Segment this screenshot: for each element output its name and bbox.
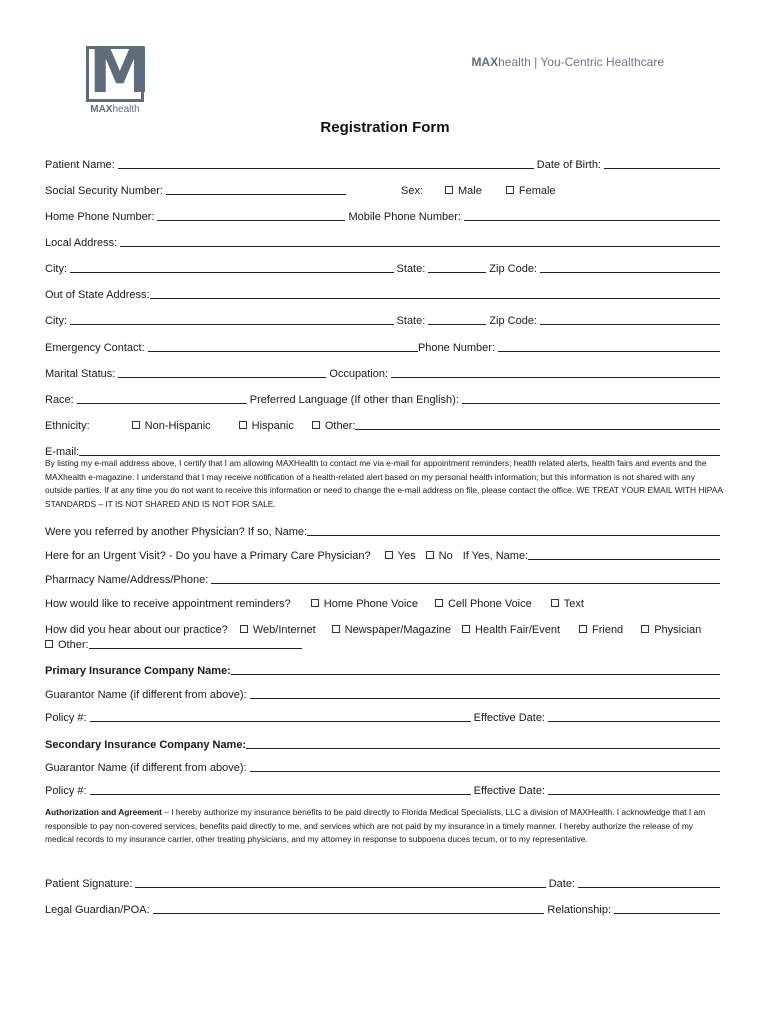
guardian-label: Legal Guardian/POA: (45, 904, 150, 916)
date-field[interactable] (578, 876, 720, 888)
authorization-text: – I hereby authorize my insurance benefits to be paid directly to Florida Medical Specialists, LLC a division of MAXHealth. I acknowledge that I am responsible to pay non-covered services, benefits paid directly to me, and services which are not paid by my insurance in a timely manner. I hereby authorize the release of my medical records to my insurance carrier, other treating physicians, and my attorney in response to subpoena duces tecum, or to my representative. (45, 807, 706, 845)
checkbox-icon (551, 599, 559, 607)
patient-signature-field[interactable] (135, 876, 545, 888)
primary-guarantor-row (45, 685, 723, 701)
effective-date-label: Effective Date: (473, 785, 545, 797)
pharmacy-field[interactable] (211, 572, 720, 584)
pharmacy-label: Pharmacy Name/Address/Phone: (45, 574, 209, 586)
checkbox-icon (312, 421, 320, 429)
female-checkbox[interactable]: Female (506, 185, 556, 197)
logo-wordmark: MAXhealth (90, 104, 140, 115)
phone-number-label: Phone Number: (417, 342, 495, 354)
checkbox-icon (426, 551, 434, 559)
email-notice: By listing my e-mail address above, I certify that I am allowing MAXHealth to contact me via e-mail for appointment reminders, health related alerts, health fairs and events and the MAXhealth e-magazine. I understand that I may receive notification of a health-related alert based on my personal health information; but this information is not shared with any outside parties. If at any time you do not want to receive this information or need to change the e-mail address on file, please contact the office. WE TREAT YOUR EMAIL WITH HIPAA STANDARDS – IT IS NOT SHARED AND IS NOT FOR SALE. (45, 458, 723, 509)
home-phone-field[interactable] (157, 209, 345, 221)
other-source-checkbox[interactable]: Other: (45, 639, 89, 651)
other-ethnicity-checkbox[interactable]: Other: (312, 420, 356, 432)
friend-checkbox[interactable]: Friend (579, 624, 623, 636)
mobile-phone-label: Mobile Phone Number: (348, 211, 461, 223)
state-label: State: (396, 263, 426, 275)
city-label: City: (45, 263, 67, 275)
primary-insurance-field[interactable] (231, 663, 720, 675)
guarantor-label: Guarantor Name (if different from above): (45, 689, 247, 701)
referral-source-row (45, 620, 723, 636)
referral-label: Were you referred by another Physician? If so, Name: (45, 526, 308, 538)
ethnicity-label: Ethnicity: (45, 420, 90, 432)
logo-mark (86, 34, 151, 107)
phone-number-field[interactable] (498, 340, 720, 352)
sex-label: Sex: (401, 185, 424, 197)
emergency-contact-label: Emergency Contact: (45, 342, 145, 354)
checkbox-icon (462, 625, 470, 633)
city-label: City: (45, 315, 67, 327)
page-title: Registration Form (320, 119, 450, 136)
email-row (45, 442, 723, 458)
emergency-row (45, 338, 723, 354)
tagline: MAXhealth | You-Centric Healthcare (471, 55, 664, 69)
checkbox-icon (506, 186, 514, 194)
zip-label: Zip Code: (489, 263, 537, 275)
email-label: E-mail: (45, 446, 80, 458)
out-of-state-label: Out of State Address: (45, 289, 150, 301)
reminders-row (45, 594, 723, 610)
mobile-phone-field[interactable] (464, 209, 720, 221)
ethnicity-row (45, 416, 723, 432)
primary-insurance-label: Primary Insurance Company Name: (45, 665, 231, 677)
authorization-paragraph (45, 806, 723, 847)
local-address-row (45, 233, 723, 249)
patient-signature-row (45, 874, 723, 890)
local-address-field[interactable] (120, 235, 720, 247)
other-source-field[interactable] (89, 637, 302, 649)
cell-phone-voice-checkbox[interactable]: Cell Phone Voice (435, 598, 532, 610)
race-label: Race: (45, 394, 74, 406)
relationship-label: Relationship: (547, 904, 611, 916)
race-field[interactable] (77, 392, 247, 404)
referral-other-row (45, 635, 305, 651)
checkbox-icon (240, 625, 248, 633)
secondary-insurance-row (45, 735, 723, 751)
checkbox-icon (579, 625, 587, 633)
policy-label: Policy #: (45, 785, 87, 797)
out-of-state-row (45, 285, 723, 301)
secondary-policy-row (45, 781, 723, 797)
marital-status-label: Marital Status: (45, 368, 116, 380)
checkbox-icon (311, 599, 319, 607)
male-checkbox[interactable]: Male (445, 185, 482, 197)
web-checkbox[interactable]: Web/Internet (240, 624, 316, 636)
hispanic-checkbox[interactable]: Hispanic (239, 420, 294, 432)
if-yes-name-label: If Yes, Name: (462, 550, 529, 562)
checkbox-icon (641, 625, 649, 633)
secondary-guarantor-row (45, 758, 723, 774)
home-phone-voice-checkbox[interactable]: Home Phone Voice (311, 598, 418, 610)
guarantor-field[interactable] (250, 687, 720, 699)
urgent-row (45, 546, 723, 562)
ssn-label: Social Security Number: (45, 185, 163, 197)
occupation-label: Occupation: (329, 368, 389, 380)
relationship-field[interactable] (614, 902, 720, 914)
physician-checkbox[interactable]: Physician (641, 624, 701, 636)
guarantor-field[interactable] (250, 760, 720, 772)
effective-date-label: Effective Date: (473, 712, 545, 724)
secondary-insurance-label: Secondary Insurance Company Name: (45, 739, 247, 751)
occupation-field[interactable] (391, 366, 720, 378)
date-label: Date: (548, 878, 575, 890)
primary-insurance-row (45, 661, 723, 677)
city-field[interactable] (70, 261, 394, 273)
zip-field[interactable] (540, 261, 720, 273)
logo-letter: M (89, 34, 151, 107)
effective-date-field[interactable] (548, 710, 720, 722)
dob-label: Date of Birth: (536, 159, 601, 171)
ssn-row (45, 181, 723, 197)
newspaper-checkbox[interactable]: Newspaper/Magazine (332, 624, 451, 636)
checkbox-icon (435, 599, 443, 607)
text-checkbox[interactable]: Text (551, 598, 584, 610)
emergency-contact-field[interactable] (148, 340, 418, 352)
referral-source-label: How did you hear about our practice? (45, 624, 228, 636)
policy-label: Policy #: (45, 712, 87, 724)
state-field[interactable] (428, 261, 486, 273)
out-of-state-city-row (45, 311, 723, 327)
policy-field[interactable] (90, 710, 471, 722)
authorization-heading: Authorization and Agreement (45, 807, 162, 817)
checkbox-icon (239, 421, 247, 429)
urgent-label: Here for an Urgent Visit? - Do you have a Primary Care Physician? (45, 550, 371, 562)
no-checkbox[interactable]: No (426, 550, 453, 562)
race-row (45, 390, 723, 406)
home-phone-label: Home Phone Number: (45, 211, 155, 223)
yes-checkbox[interactable]: Yes (385, 550, 416, 562)
guardian-row (45, 900, 723, 916)
effective-date-field[interactable] (548, 783, 720, 795)
checkbox-icon (132, 421, 140, 429)
checkbox-icon (445, 186, 453, 194)
marital-row (45, 364, 723, 380)
patient-name-label: Patient Name: (45, 159, 115, 171)
non-hispanic-checkbox[interactable]: Non-Hispanic (132, 420, 211, 432)
checkbox-icon (332, 625, 340, 633)
patient-signature-label: Patient Signature: (45, 878, 133, 890)
local-address-label: Local Address: (45, 237, 118, 249)
referral-row (45, 522, 723, 538)
reminders-label: How would like to receive appointment reminders? (45, 598, 291, 610)
pcp-name-field[interactable] (528, 548, 720, 560)
language-field[interactable] (462, 392, 720, 404)
email-field[interactable] (79, 444, 720, 456)
out-of-state-field[interactable] (150, 287, 720, 299)
ssn-field[interactable] (166, 183, 346, 195)
marital-status-field[interactable] (118, 366, 326, 378)
state-label: State: (396, 315, 426, 327)
guardian-field[interactable] (153, 902, 545, 914)
patient-name-field[interactable] (118, 157, 534, 169)
checkbox-icon (45, 640, 53, 648)
language-label: Preferred Language (If other than English): (249, 394, 459, 406)
other-ethnicity-field[interactable] (355, 418, 720, 430)
checkbox-icon (385, 551, 393, 559)
referral-field[interactable] (307, 524, 720, 536)
zip-label: Zip Code: (489, 315, 537, 327)
phone-row (45, 207, 723, 223)
policy-field[interactable] (90, 783, 471, 795)
local-city-row (45, 259, 723, 275)
state-field[interactable] (428, 313, 486, 325)
dob-field[interactable] (604, 157, 720, 169)
guarantor-label: Guarantor Name (if different from above): (45, 762, 247, 774)
primary-policy-row (45, 708, 723, 724)
secondary-insurance-field[interactable] (246, 737, 720, 749)
health-fair-checkbox[interactable]: Health Fair/Event (462, 624, 560, 636)
patient-name-row (45, 155, 723, 171)
city-field[interactable] (70, 313, 394, 325)
zip-field[interactable] (540, 313, 720, 325)
pharmacy-row (45, 570, 723, 586)
